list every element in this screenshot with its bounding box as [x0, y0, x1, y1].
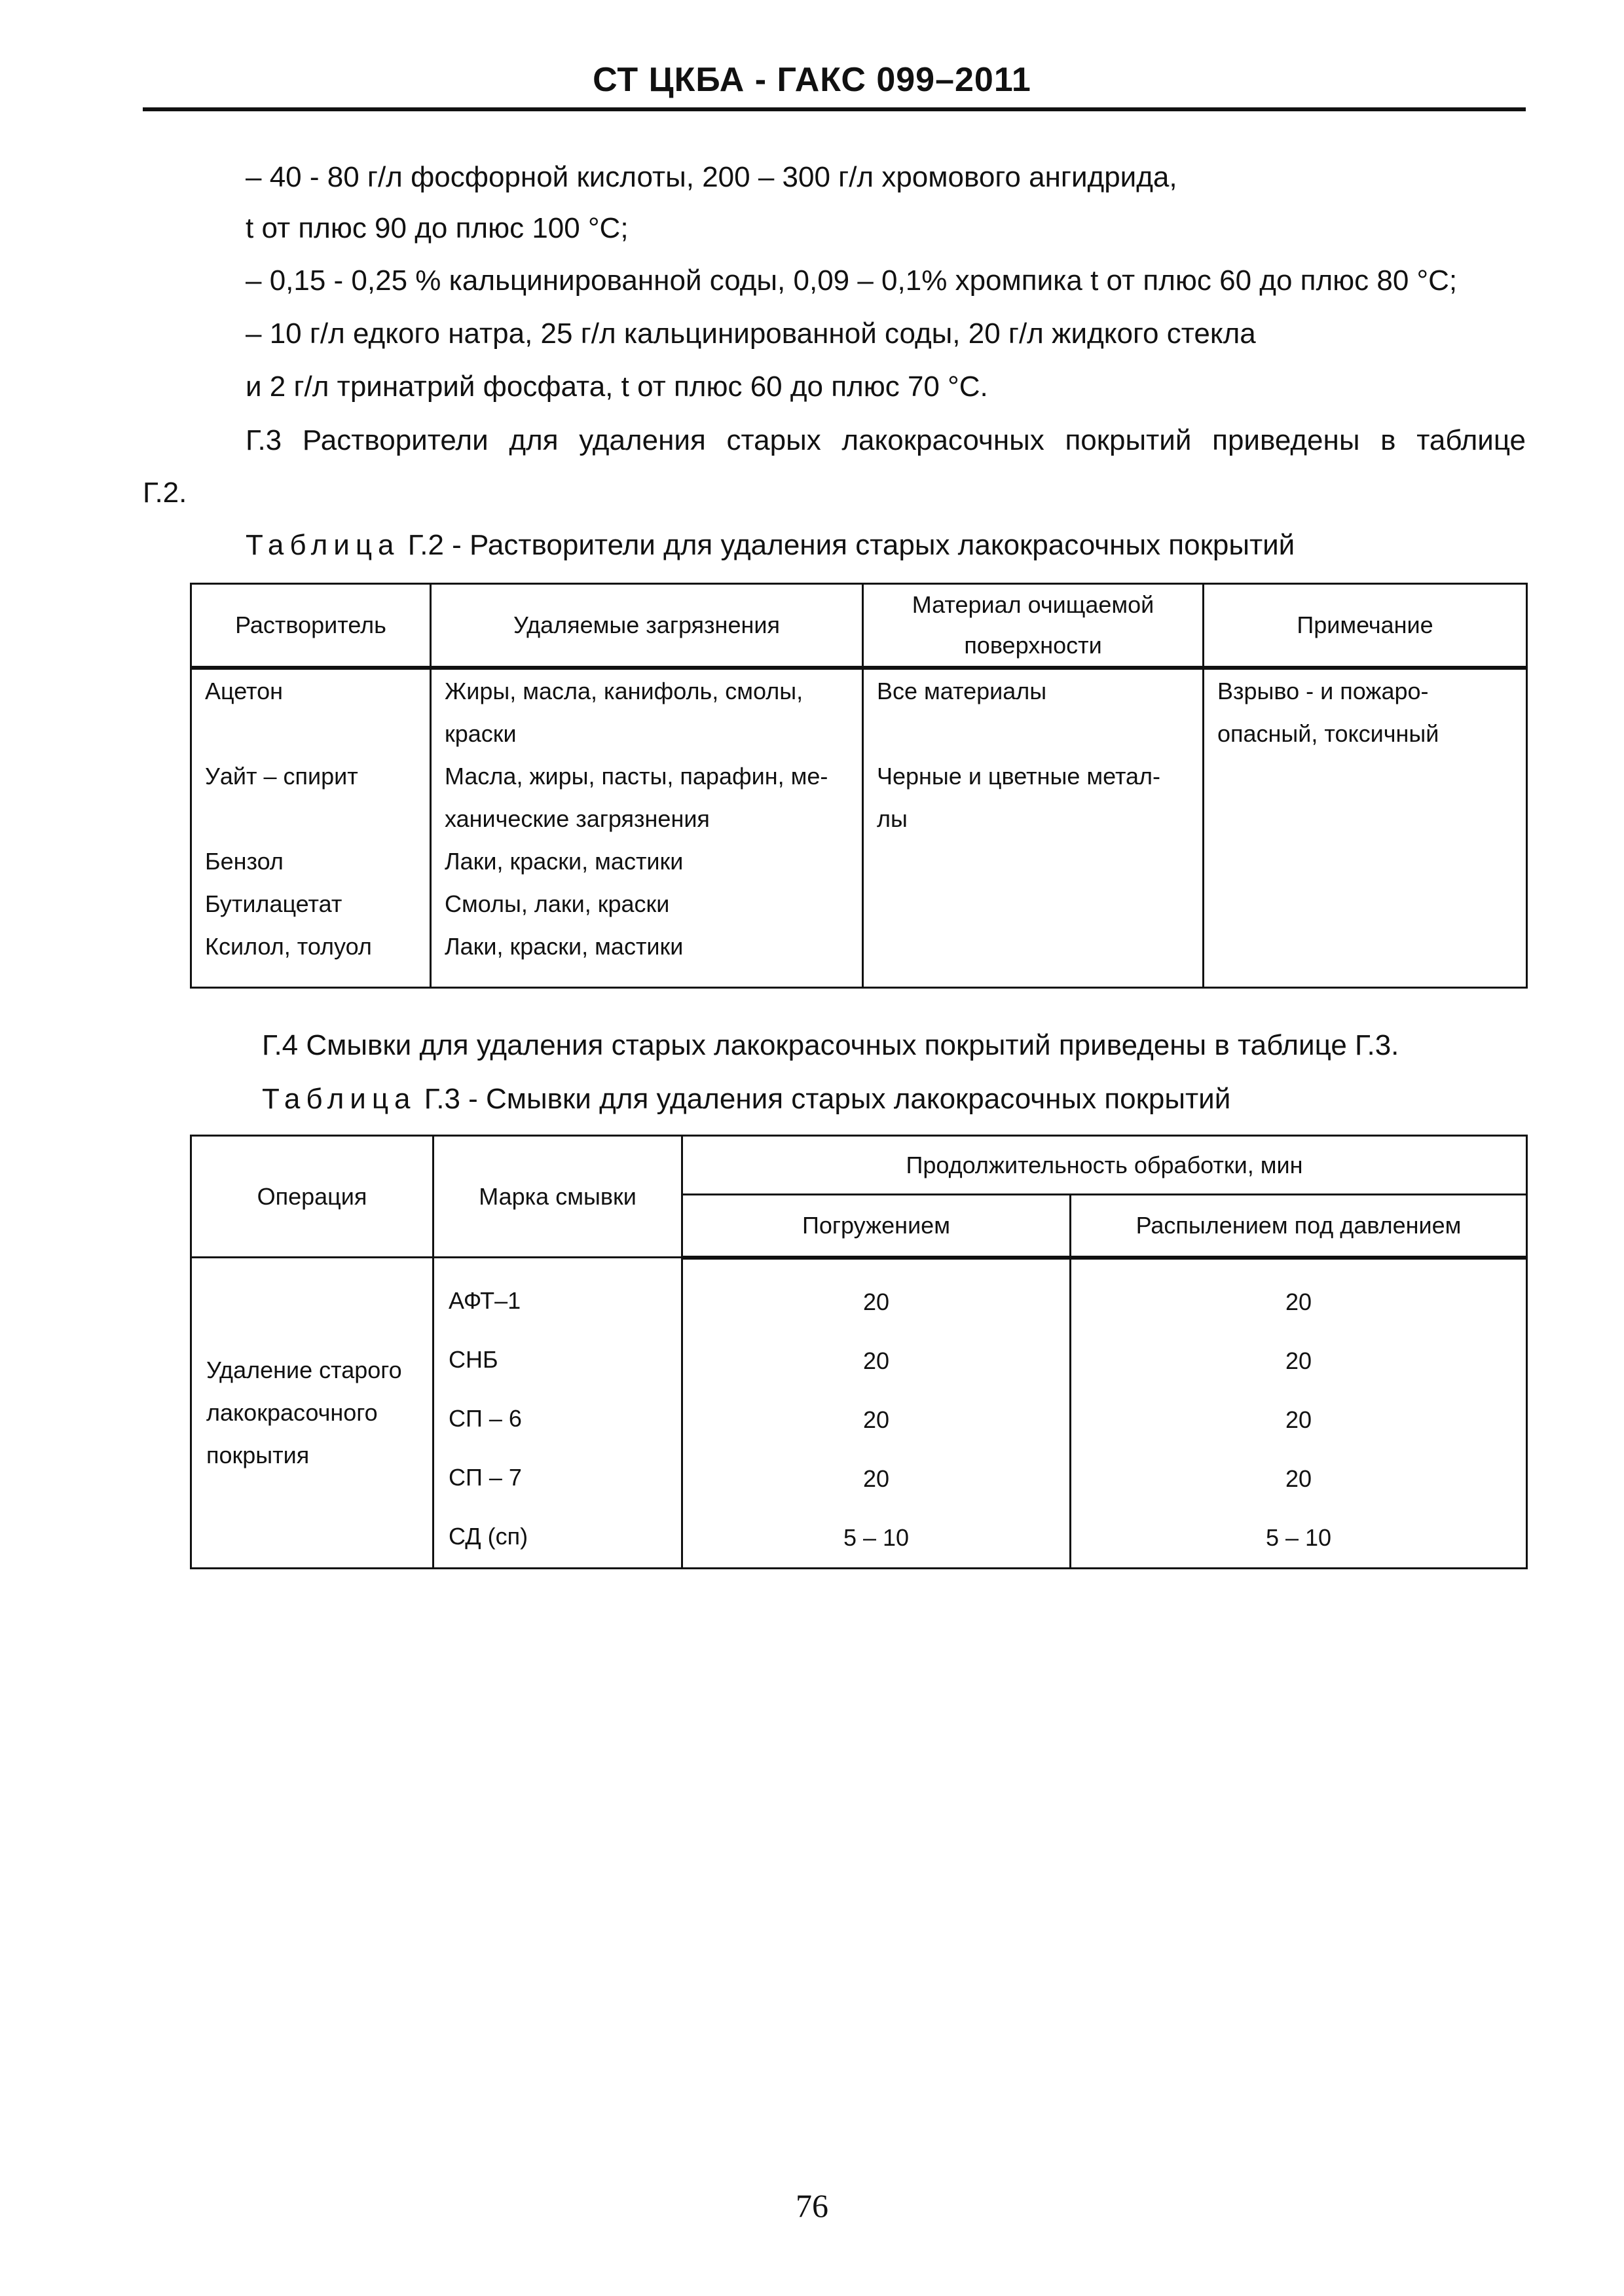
spray-cell: 20 [1285, 1406, 1312, 1433]
note-cell: Взрыво - и пожаро- [1217, 678, 1429, 704]
header-material-line1: Материал очищаемой [912, 591, 1154, 618]
contaminant-cell: Жиры, масла, канифоль, смолы, [445, 678, 803, 704]
header-spray: Распылением под давлением [1071, 1195, 1527, 1258]
solvent-cell: Уайт – спирит [205, 763, 358, 790]
contaminant-cell: Смолы, лаки, краски [445, 890, 670, 917]
contaminant-cell: Масла, жиры, пасты, парафин, ме- [445, 763, 828, 790]
solvent-cell: Ацетон [205, 678, 284, 704]
header-material-line2: поверхности [964, 632, 1102, 659]
immersion-cell: 20 [862, 1465, 890, 1492]
contaminants-column [431, 668, 863, 987]
note-cell: опасный, токсичный [1217, 720, 1439, 747]
header-rule [143, 107, 1526, 111]
solvent-cell: Ксилол, толуол [205, 933, 372, 960]
contaminant-cell: краски [445, 720, 517, 747]
material-cell: Все материалы [877, 678, 1047, 704]
solvent-column [191, 668, 431, 987]
intro-line-1: – 40 - 80 г/л фосфорной кислоты, 200 – 300 г/л хромового ангидрида, [246, 161, 1177, 193]
table-g3-caption [262, 1083, 1230, 1116]
immersion-column [682, 1258, 1071, 1569]
material-cell: Черные и цветные метал- [877, 763, 1161, 790]
intro-line-5: и 2 г/л тринатрий фосфата, t от плюс 60 до плюс 70 °С. [246, 371, 988, 403]
spray-cell: 20 [1285, 1465, 1312, 1492]
header-duration: Продолжительность обработки, мин [682, 1136, 1527, 1195]
table-g2 [190, 583, 1528, 989]
caption-word: Таблица [262, 1083, 416, 1115]
intro-line-3: – 0,15 - 0,25 % кальцинированной соды, 0,09 – 0,1% хромпика t от плюс 60 до плюс 80 °С; [246, 264, 1458, 297]
spray-cell: 20 [1285, 1288, 1312, 1315]
solvent-cell: Бензол [205, 848, 284, 875]
material-column [863, 668, 1204, 987]
table-g2-caption [246, 529, 1295, 562]
table-g3 [190, 1135, 1528, 1569]
caption-text: Г.2 - Растворители для удаления старых лакокрасочных покрытий [407, 529, 1295, 561]
note-column [1204, 668, 1527, 987]
immersion-cell: 20 [862, 1288, 890, 1315]
header-brand: Марка смывки [434, 1136, 682, 1258]
header-contaminants: Удаляемые загрязнения [431, 584, 863, 668]
caption-word: Таблица [246, 529, 400, 561]
brand-cell: СП – 6 [449, 1405, 522, 1432]
paragraph-g3-line2: Г.2. [143, 477, 187, 509]
paragraph-g4: Г.4 Смывки для удаления старых лакокрасочных покрытий приведены в таблице Г.3. [262, 1029, 1399, 1061]
immersion-cell: 20 [862, 1406, 890, 1433]
brand-column [434, 1258, 682, 1569]
contaminant-cell: Лаки, краски, мастики [445, 933, 684, 960]
intro-line-2: t от плюс 90 до плюс 100 °С; [246, 212, 629, 244]
header-immersion: Погружением [682, 1195, 1071, 1258]
solvent-cell: Бутилацетат [205, 890, 342, 917]
brand-cell: СНБ [449, 1346, 498, 1373]
header-operation: Операция [191, 1136, 434, 1258]
operation-line: Удаление старого [206, 1357, 402, 1384]
spray-cell: 20 [1285, 1347, 1312, 1374]
material-cell: лы [877, 805, 908, 832]
immersion-cell: 20 [862, 1347, 890, 1374]
page-number: 76 [796, 2187, 828, 2224]
immersion-cell: 5 – 10 [843, 1523, 910, 1551]
operation-line: лакокрасочного [206, 1399, 378, 1427]
operation-cell [191, 1258, 434, 1569]
document-header: СТ ЦКБА - ГАКС 099–2011 [593, 61, 1031, 99]
solvent-cell [205, 712, 430, 755]
header-solvent: Растворитель [191, 584, 431, 668]
contaminant-cell: ханические загрязнения [445, 805, 710, 832]
paragraph-g3-line1: Г.3 Растворители для удаления старых лакокрасочных покрытий приведены в таблице [246, 424, 1526, 456]
caption-text: Г.3 - Смывки для удаления старых лакокрасочных покрытий [424, 1083, 1231, 1115]
header-note: Примечание [1204, 584, 1527, 668]
contaminant-cell: Лаки, краски, мастики [445, 848, 684, 875]
material-cell [877, 712, 1202, 755]
spray-cell: 5 – 10 [1265, 1523, 1332, 1551]
intro-line-4: – 10 г/л едкого натра, 25 г/л кальцинированной соды, 20 г/л жидкого стекла [246, 318, 1256, 350]
operation-line: покрытия [206, 1442, 310, 1469]
solvent-cell [205, 797, 430, 840]
brand-cell: СП – 7 [449, 1464, 522, 1491]
spray-column [1071, 1258, 1527, 1569]
brand-cell: СД (сп) [449, 1523, 528, 1550]
brand-cell: АФТ–1 [449, 1287, 521, 1314]
header-material [863, 584, 1204, 668]
